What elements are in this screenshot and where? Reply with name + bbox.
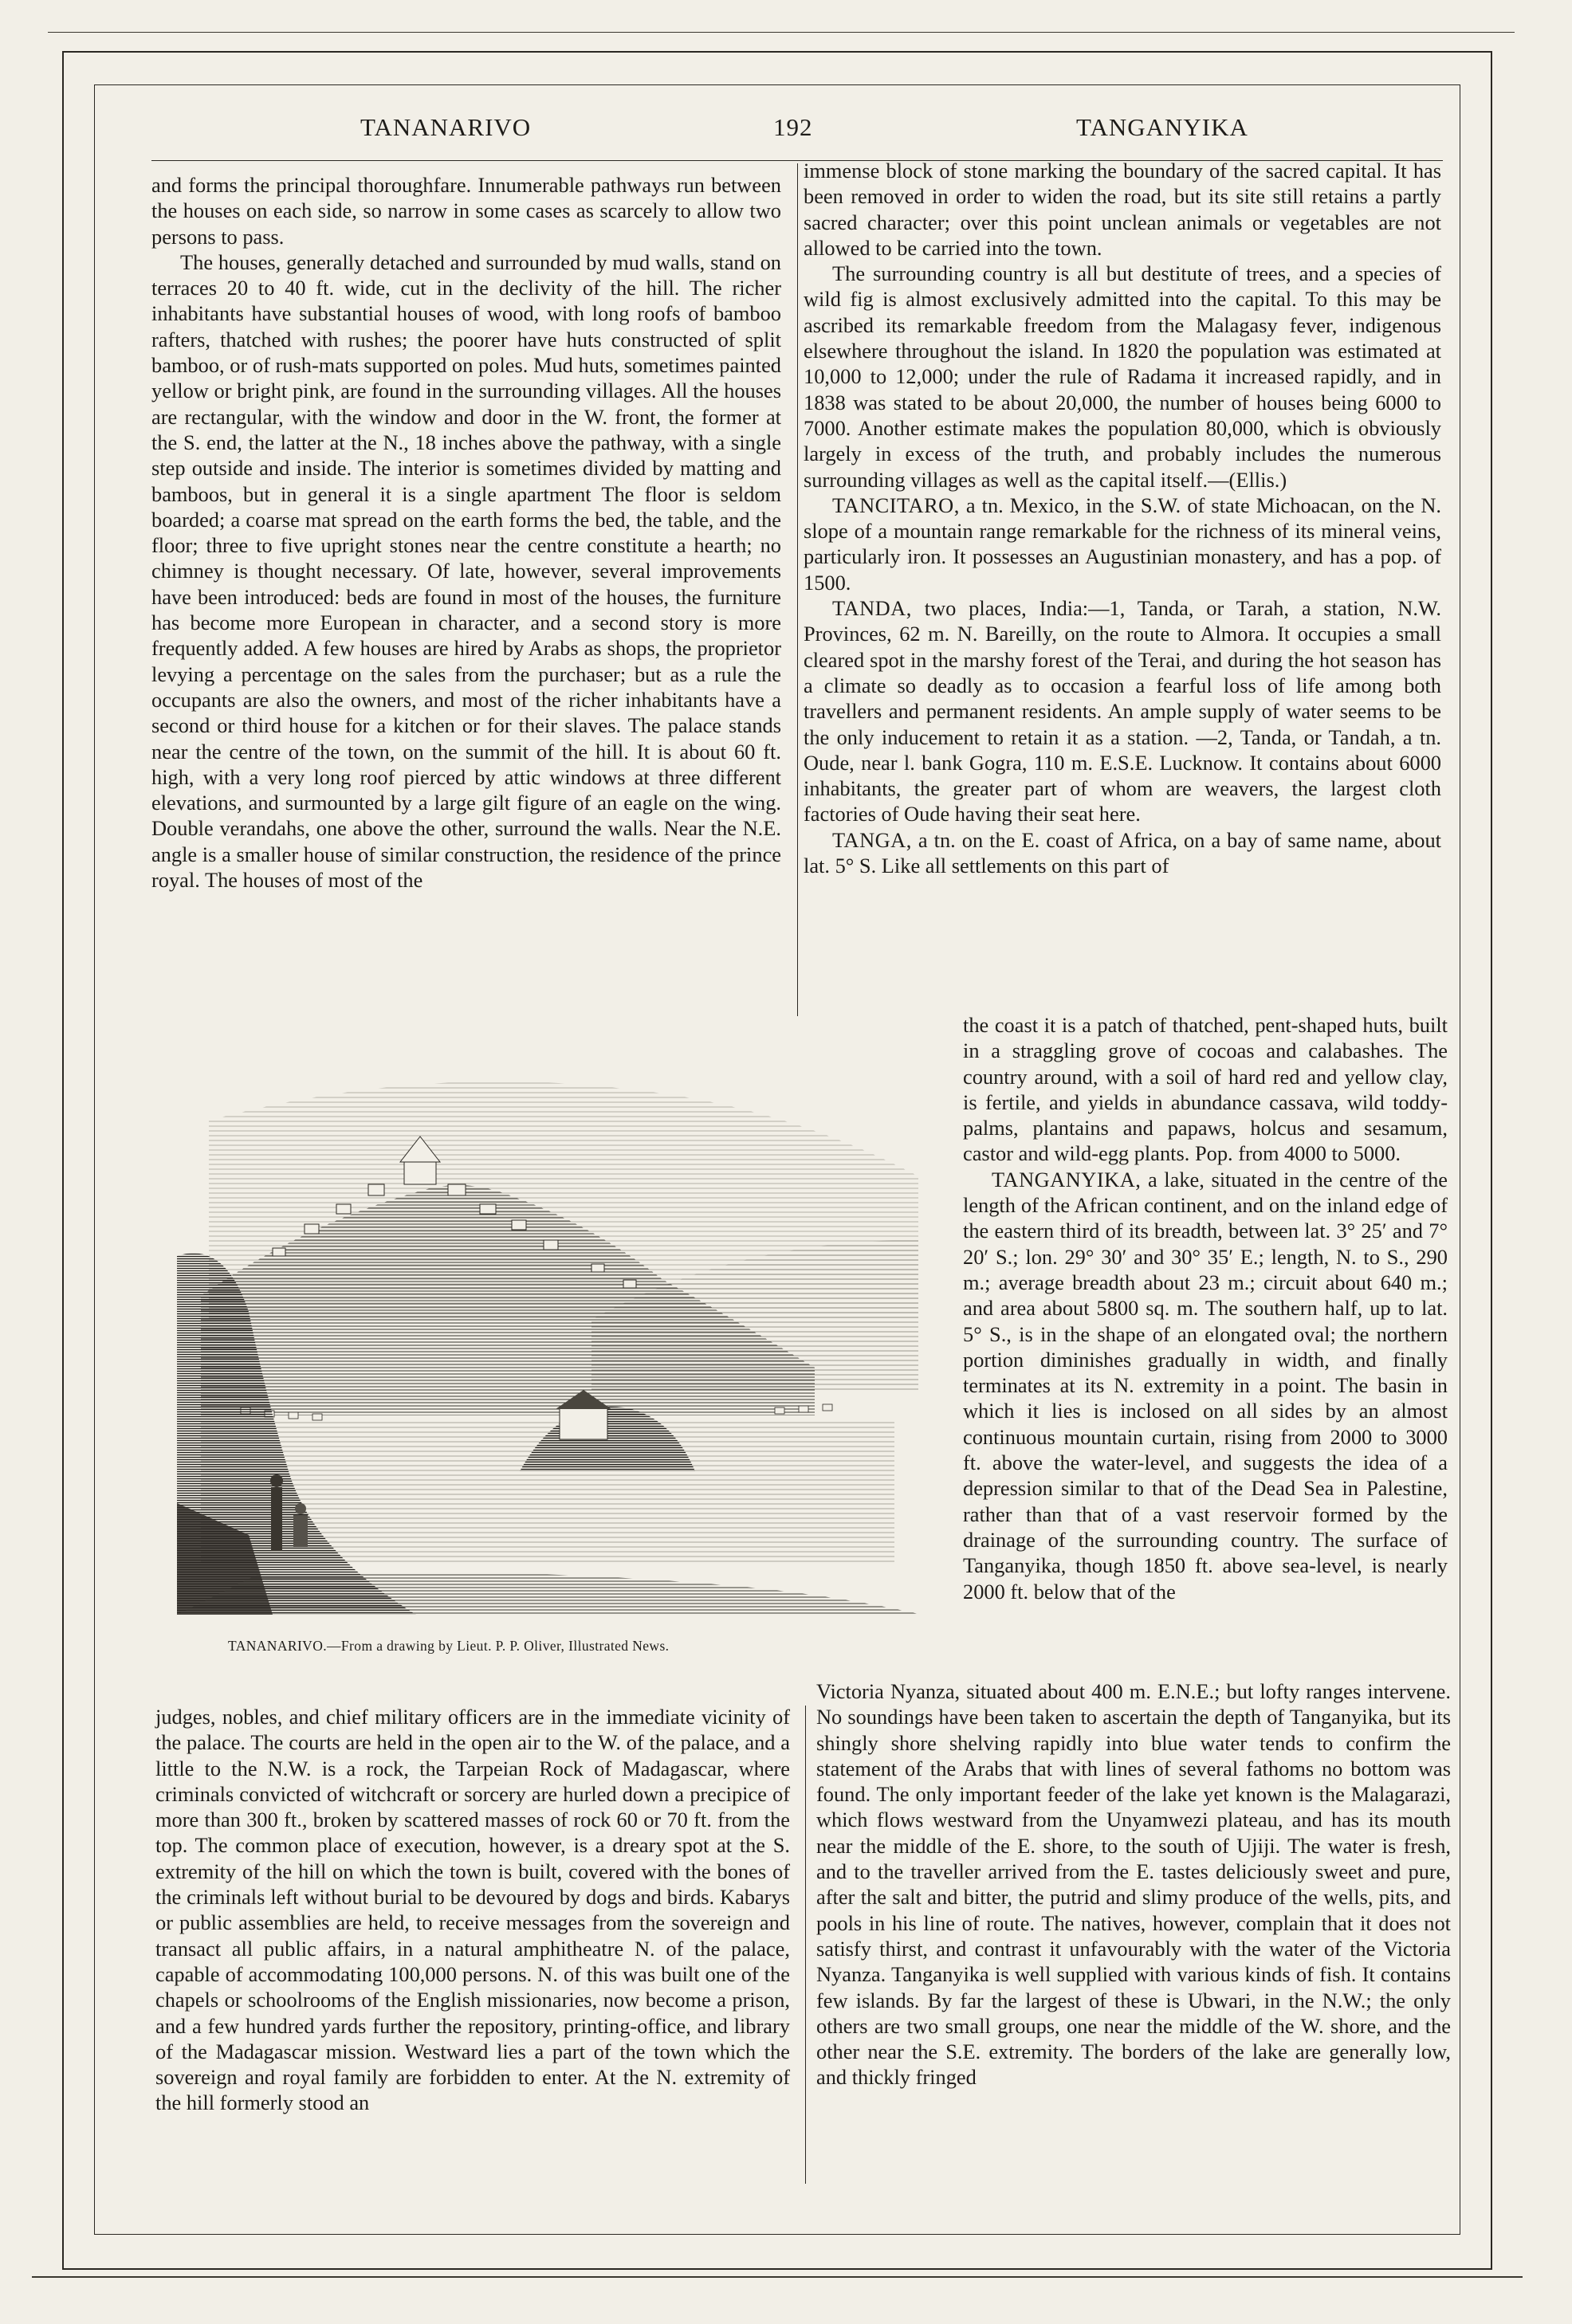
entry-heading: TANGA,	[832, 827, 912, 852]
paragraph: immense block of stone marking the boundary of the sacred capital. It has been removed in order to widen the road, but its site still retains a partly sacred character; over this point unclean animals or vegetables are not allowed to be carried into the town.	[804, 159, 1441, 260]
top-edge-rule	[48, 32, 1515, 33]
paragraph: The houses, generally detached and surrounded by mud walls, stand on terraces 20 to 40 ft. wide, cut in the declivity of the hill. The richer inhabitants have substantial houses of wood, with long roofs of bamboo rafters, thatched with rushes; the poorer have huts constructed of split bamboo, or of rush-mats supported on poles. Mud huts, sometimes painted yellow or bright pink, are found in the surrounding villages. All the houses are rectangular, with the window and door in the W. front, the former at the S. end, the latter at the N., 18 inches above the pathway, with a single step outside and inside. The interior is sometimes divided by matting and bamboos, but in general it is a single apartment The floor is seldom boarded; a coarse mat spread on the earth forms the bed, the table, and the floor; three to five upright stones near the centre constitute a hearth; no chimney is thought necessary. Of late, however, several improvements have been introduced: beds are found in most of the houses, the furniture has become more European in character, and a second story is more frequently added. A few houses are hired by Arabs as shops, the proprietor levying a percentage on the sales from the purchaser; but as a rule the occupants are also the owners, and most of the richer inhabitants have a second or third house for a kitchen or for their slaves. The palace stands near the centre of the town, on the summit of the hill. It is about 60 ft. high, with a very long roof pierced by attic windows at three different elevations, and surmounted by a large gilt figure of an eagle on the wing. Double verandahs, one above the other, surround the walls. Near the N.E. angle is a smaller house of similar construction, the residence of the prince royal. The houses of most of the	[151, 249, 781, 893]
page-number: 192	[773, 113, 813, 141]
paragraph: and forms the principal thoroughfare. Innumerable pathways run between the houses on each side, so narrow in some cases as scarcely to allow two persons to pass.	[151, 173, 781, 249]
entry-body: two places, India:—1, Tanda, or Tarah, a station, N.W. Provinces, 62 m. N. Bareilly, on the route to Almora. It occupies a small cleared spot in the marshy forest of the Terai, and during the hot season has a climate so deadly as to occasion a fearful loss of life among both travellers and permanent residents. An ample supply of water seems to be the only inducement to retain it as a station. —2, Tanda, or Tandah, a tn. Oude, near l. bank Gogra, 110 m. E.S.E. Lucknow. It contains about 6000 inhabitants, the greater part of whom are weavers, the largest cloth factories of Oude having their seat here.	[804, 596, 1441, 826]
column-divider	[797, 163, 798, 1016]
paragraph: judges, nobles, and chief military officers are in the immediate vicinity of the palace. The courts are held in the open air to the W. of the palace, and a little to the N.W. is a rock, the Tarpeian Rock of Madagascar, where criminals convicted of witchcraft or sorcery are hurled down a precipice of more than 300 ft., broken by scattered masses of rock 60 or 70 ft. from the top. The common place of execution, however, is a dreary spot at the S. extremity of the hill on which the town is built, covered with the bones of the criminals left without burial to be devoured by dogs and birds. Kabarys or public assemblies are held, to receive messages from the sovereign and transact all public affairs, in a natural amphitheatre N. of the palace, capable of accommodating 100,000 persons. N. of this was built one of the chapels or schoolrooms of the English missionaries, now become a prison, and a few hundred yards further the repository, printing-office, and library of the Madagascar mission. Westward lies a part of the town which the sovereign and royal family are forbidden to enter. At the N. extremity of the hill formerly stood an	[155, 1705, 790, 2115]
entry-tanga	[804, 827, 1441, 879]
column-divider	[805, 1706, 806, 2184]
right-column-top	[804, 158, 1441, 878]
entry-body: a tn. Mexico, in the S.W. of state Michoacan, on the N. slope of a mountain range remarkable for the richness of its mineral veins, particularly iron. It possesses an Augustinian monastery, and has a pop. of 1500.	[804, 493, 1441, 595]
entry-tanga-continued: the coast it is a patch of thatched, pent-shaped huts, built in a straggling grove of cocoas and calabashes. The country around, with a soil of hard red and yellow clay, is fertile, and yields in abundance cassava, wild toddy-palms, plantains and papaws, holcus and sesamum, castor and wild-egg plants. Pop. from 4000 to 5000.	[963, 1013, 1448, 1166]
left-column-bottom	[155, 1704, 790, 2116]
paragraph: The surrounding country is all but destitute of trees, and a species of wild fig is almost exclusively admitted into the capital. To this may be ascribed its remarkable freedom from the Malagasy fever, indigenous elsewhere throughout the island. In 1820 the population was estimated at 10,000 to 12,000; under the rule of Radama it increased rapidly, and in 1838 was stated to be about 20,000, the number of houses being 6000 to 7000. Another estimate makes the population 80,000, which is obviously largely in excess of the truth, and probably includes the numerous surrounding villages as well as the capital itself.—(Ellis.)	[804, 261, 1441, 492]
running-head-right: TANGANYIKA	[1076, 113, 1248, 141]
right-column-narrow	[963, 1012, 1448, 1604]
entry-body: a lake, situated in the centre of the length of the African continent, and on the inland edge of the eastern third of its breadth, between lat. 3° 25′ and 7° 20′ S.; lon. 29° 30′ and 30° 35′ E.; length, N. to S., 290 m.; average breadth about 23 m.; circuit about 640 m.; and area about 5800 sq. m. The southern half, up to lat. 5° S., is in the shape of an elongated oval; the northern portion diminishes gradually in width, and finally terminates at its N. extremity in a point. The basin in which it lies is inclosed on all sides by an almost continuous mountain curtain, rising from 2000 to 3000 ft. above the water-level, and suggests the idea of a depression similar to that of the Dead Sea in Palestine, rather than that of a vast reservoir formed by the drainage of the surrounding country. The surface of Tanganyika, though 1850 ft. above sea-level, is nearly 2000 ft. below that of the	[963, 1167, 1448, 1604]
left-column-top	[151, 172, 781, 893]
entry-heading: TANGANYIKA,	[992, 1167, 1142, 1191]
entry-body: a tn. on the E. coast of Africa, on a bay of same name, about lat. 5° S. Like all settlements on this part of	[804, 827, 1441, 878]
running-head-left: TANANARIVO	[360, 113, 532, 141]
entry-tanganyika	[963, 1167, 1448, 1604]
tananarivo-engraving	[177, 1057, 922, 1615]
entry-heading: TANDA,	[832, 596, 912, 621]
entry-tanda	[804, 595, 1441, 827]
entry-heading: TANCITARO,	[832, 493, 960, 517]
bottom-edge-rule	[32, 2276, 1523, 2278]
entry-tancitaro	[804, 493, 1441, 595]
entry-tanganyika-continued: Victoria Nyanza, situated about 400 m. E.N.E.; but lofty ranges intervene. No soundings have been taken to ascertain the depth of Tanganyika, but its shingly shore shelving rapidly into blue water tends to confirm the statement of the Arabs that with lines of several fathoms no bottom was found. The only important feeder of the lake yet known is the Malagarazi, which flows westward from the Unyamwezi plateau, and has its mouth near the middle of the E. shore, to the south of Ujiji. The water is fresh, and to the traveller arrived from the E. tastes deliciously sweet and pure, after the salt and bitter, the putrid and slimy produce of the wells, pits, and pools in his line of route. The natives, however, complain that it does not satisfy thirst, and contrast it unfavourably with the water of the Victoria Nyanza. Tanganyika is well supplied with various kinds of fish. It contains few islands. By far the largest of these is Ubwari, in the N.W.; the only others are two small groups, one near the middle of the W. shore, and the other near the S.E. extremity. The borders of the lake are generally low, and thickly fringed	[816, 1679, 1451, 2090]
right-column-bottom	[816, 1678, 1451, 2090]
illustration-caption: TANANARIVO.—From a drawing by Lieut. P. P. Oliver, Illustrated News.	[228, 1638, 670, 1654]
